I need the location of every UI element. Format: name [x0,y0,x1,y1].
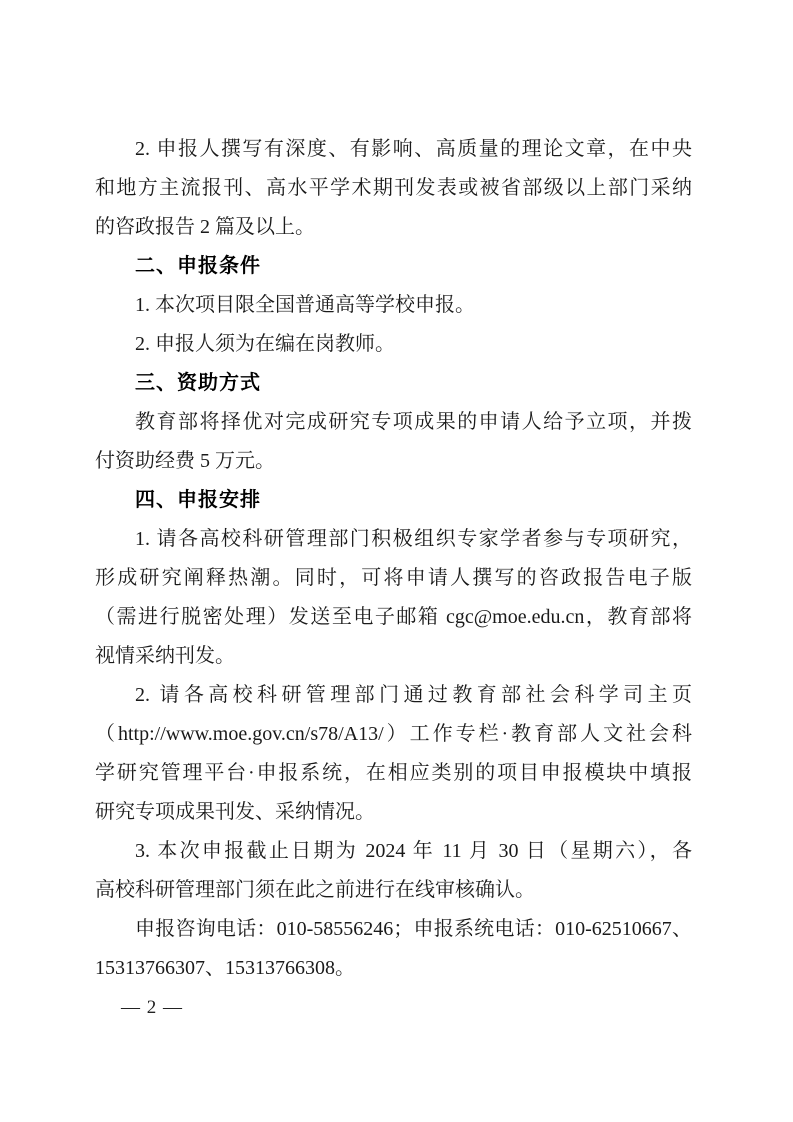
text-line: 1. 本次项目限全国普通高等学校申报。 [135,294,475,316]
text-line: 1. 请各高校科研管理部门积极组织专家学者参与专项研究， [135,528,692,550]
text-line: 的咨政报告 2 篇及以上。 [95,216,315,238]
text-line: （http://www.moe.gov.cn/s78/A13/）工作专栏·教育部人文社会科 [95,723,692,745]
text-line: 研究专项成果刊发、采纳情况。 [95,801,375,823]
paragraph [95,832,692,910]
paragraph [95,403,692,481]
text-line: 高校科研管理部门须在此之前进行在线审核确认。 [95,879,535,901]
paragraph [95,130,692,247]
text-line: 15313766307、15313766308。 [95,957,355,979]
text-line: 申报咨询电话：010-58556246；申报系统电话：010-62510667、 [135,918,692,940]
paragraph [95,910,692,988]
text-line: 3. 本次申报截止日期为 2024 年 11 月 30 日（星期六），各 [135,840,692,862]
document-body [95,130,692,988]
heading-line: 三、资助方式 [135,372,261,394]
heading-line: 二、申报条件 [135,255,261,277]
paragraph [95,286,692,325]
text-line: （需进行脱密处理）发送至电子邮箱 cgc@moe.edu.cn，教育部将 [95,606,692,628]
text-line: 形成研究阐释热潮。同时，可将申请人撰写的咨政报告电子版 [95,567,692,589]
section-heading [95,247,692,286]
text-line: 2. 申报人撰写有深度、有影响、高质量的理论文章，在中央 [135,138,692,160]
text-line: 付资助经费 5 万元。 [95,450,275,472]
section-heading [95,481,692,520]
text-line: 教育部将择优对完成研究专项成果的申请人给予立项，并拨 [135,411,692,433]
text-line: 2. 请各高校科研管理部门通过教育部社会科学司主页 [135,684,692,706]
page-number: — 2 — [121,997,183,1018]
heading-line: 四、申报安排 [135,489,261,511]
paragraph [95,325,692,364]
text-line: 2. 申报人须为在编在岗教师。 [135,333,395,355]
paragraph [95,676,692,832]
section-heading [95,364,692,403]
paragraph [95,520,692,676]
text-line: 视情采纳刊发。 [95,645,235,667]
text-line: 和地方主流报刊、高水平学术期刊发表或被省部级以上部门采纳 [95,177,692,199]
text-line: 学研究管理平台·申报系统，在相应类别的项目申报模块中填报 [95,762,692,784]
